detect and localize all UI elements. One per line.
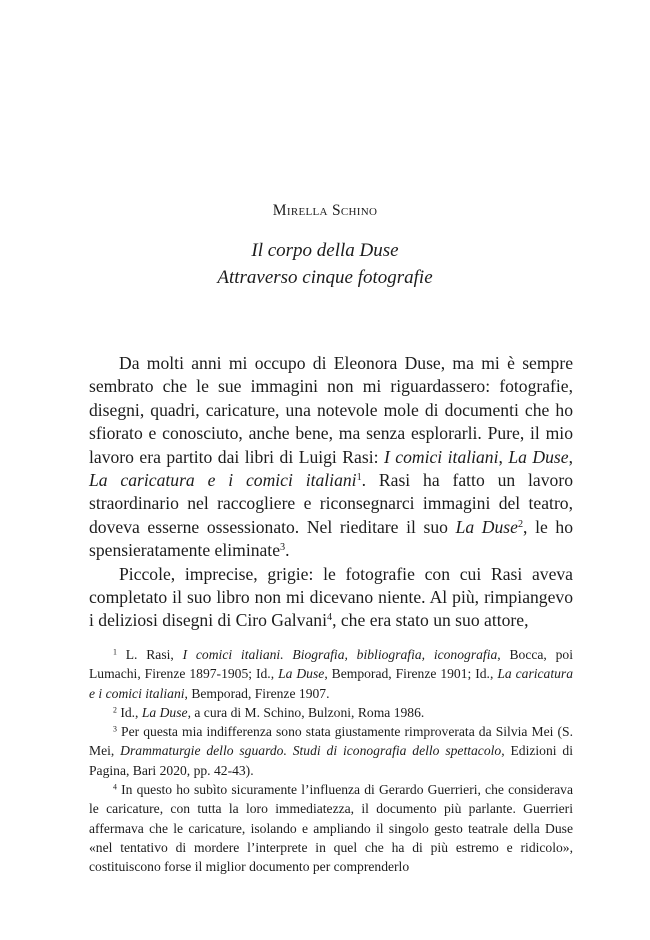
- text-span: Per questa mia indifferenza sono stata giustamente rimproverata da Silvia Mei (S. Mei,: [89, 724, 573, 759]
- paragraph-1: [89, 352, 573, 563]
- footnote-2: [89, 703, 573, 722]
- footnote-ref: 1: [356, 471, 362, 483]
- text-span: , Bemporad, Firenze 1901; Id.,: [324, 666, 498, 682]
- essay-title: [0, 237, 650, 291]
- book-title: I comici italiani. Biografia, bibliografia, iconografia: [182, 647, 498, 662]
- footnote-ref: 2: [517, 518, 524, 530]
- footnotes: [89, 645, 573, 877]
- text-span: ,: [568, 446, 573, 467]
- book-title: La Duse: [455, 516, 518, 537]
- book-title: La Duse: [278, 666, 325, 682]
- book-title: La Duse: [508, 446, 569, 467]
- footnote-number: 4: [113, 782, 117, 792]
- text-span: Da molti anni mi occupo di Eleonora Duse, ma mi è sempre sembrato che le sue immagini non mi riguardassero: fotografie, disegni, quadri, caricature, una notevole mole di documenti che ho sfiorato e conosciuto, anche bene, ma senza esplorarli. Pure, il mio lavoro era partito dai libri di Luigi Rasi:: [89, 353, 573, 467]
- body-text: [89, 352, 573, 633]
- book-title: La caricatura e i comici italiani: [89, 470, 357, 491]
- text-span: ,: [498, 446, 509, 467]
- paragraph-2: [89, 563, 573, 633]
- book-title: La caricatura e i comici italiani: [89, 666, 574, 701]
- text-span: Piccole, imprecise, grigie: le fotografie con cui Rasi aveva completato il suo libro non mi dicevano niente. Al più, rimpiangevo i deliziosi disegni di Ciro Galvani: [89, 563, 573, 631]
- title-line-2: Attraverso cinque fotografie: [217, 267, 433, 288]
- footnote-1: [89, 645, 573, 703]
- text-span: , a cura di M. Schino, Bulzoni, Roma 1986.: [187, 704, 425, 720]
- text-span: In questo ho subìto sicuramente l’influenza di Gerardo Guerrieri, che considerava le caricature, con tutta la loro immediatezza, il documento più parlante. Guerrieri affermava che le caricature, isolando e ampliando il singolo gesto teatrale della Duse «nel tentativo di mordere l’interprete in quel che ha di più estremo e ridicolo», costituiscono forse il miglior documento per comprenderlo: [89, 782, 573, 875]
- footnote-number: 2: [113, 705, 117, 715]
- text-span: , Bocca, poi Lumachi, Firenze 1897-1905; Id.,: [89, 647, 573, 682]
- book-title: I comici italiani: [383, 446, 499, 467]
- text-span: .: [285, 540, 290, 561]
- footnote-4: [89, 780, 573, 876]
- footnote-number: 1: [113, 647, 117, 657]
- text-span: . Rasi ha fatto un lavoro straordinario nel raccogliere e riconsegnarci immagini del teatro, doveva esserne ossessionato. Nel rieditare il suo: [89, 470, 573, 537]
- text-span: L. Rasi,: [116, 647, 183, 662]
- author-name: Mirella Schino: [272, 202, 378, 219]
- text-span: , che era stato un suo attore,: [332, 610, 529, 631]
- text-span: , Bemporad, Firenze 1907.: [184, 685, 330, 701]
- text-span: Id.,: [116, 704, 142, 720]
- text-span: , le ho spensieratamente eliminate: [89, 516, 573, 561]
- footnote-ref: 3: [280, 542, 286, 554]
- text-span: , Edizioni di Pagina, Bari 2020, pp. 42-43).: [89, 743, 573, 778]
- title-line-1: Il corpo della Duse: [251, 240, 399, 261]
- book-title: Drammaturgie dello sguardo. Studi di iconografia dello spettacolo: [120, 743, 502, 759]
- book-title: La Duse: [141, 704, 188, 720]
- footnote-3: [89, 722, 573, 780]
- footnote-ref: 4: [326, 612, 333, 624]
- footnote-number: 3: [113, 724, 117, 734]
